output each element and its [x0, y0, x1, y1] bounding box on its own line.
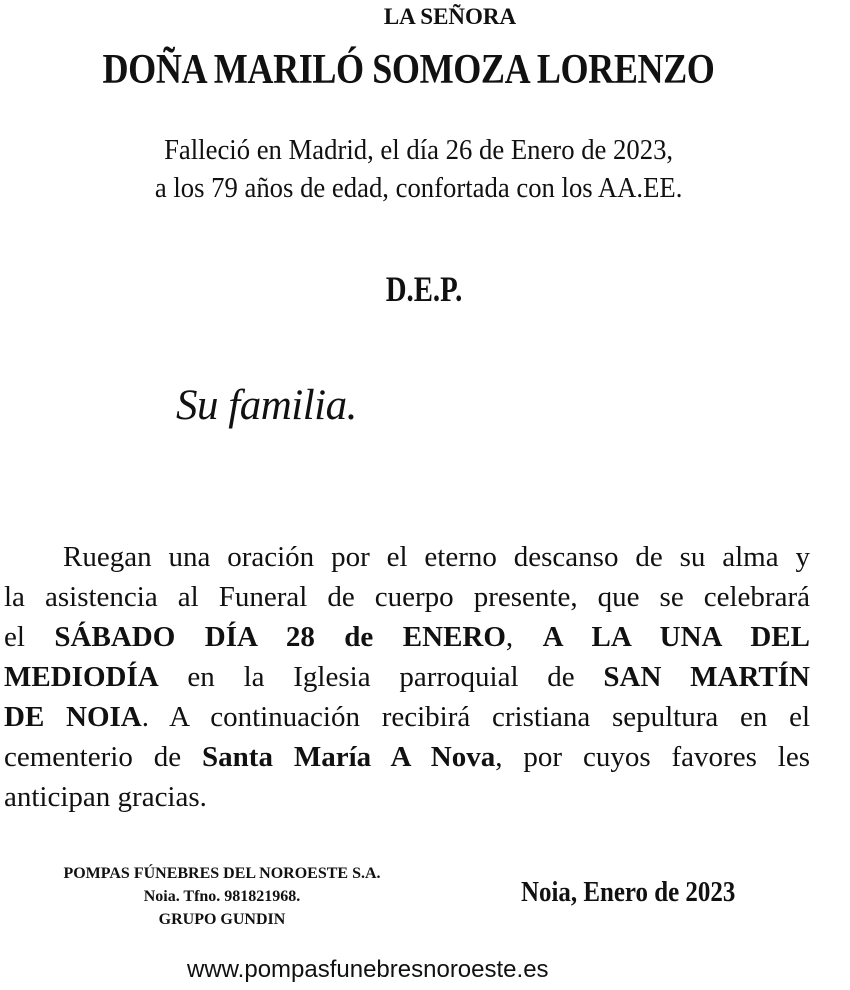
- funeral-home-name: POMPAS FÚNEBRES DEL NOROESTE S.A.: [63, 865, 381, 882]
- announcement-line: [4, 777, 810, 817]
- announcement-line: [4, 617, 810, 657]
- announcement-text: Ruegan una oración por el eterno descanso de su alma y: [63, 541, 810, 573]
- place-and-date: Noia, Enero de 2023: [521, 876, 736, 908]
- cemetery-name: Santa María A Nova: [202, 741, 496, 773]
- funeral-home-contact: Noia. Tfno. 981821968.: [143, 888, 301, 905]
- deceased-name: [0, 46, 817, 94]
- announcement-text: en la Iglesia parroquial de: [158, 661, 604, 693]
- announcement-text: . A continuación recibirá cristiana sepultura en el: [141, 701, 811, 733]
- death-details-line-2: a los 79 años de edad, confortada con los AA.EE.: [154, 172, 683, 204]
- announcement-line: [4, 657, 810, 697]
- church-name: SAN MARTÍN: [603, 661, 810, 693]
- announcement-line: [4, 697, 810, 737]
- announcement-line: [4, 737, 810, 777]
- funeral-home-group: GRUPO GUNDIN: [158, 911, 286, 928]
- announcement-text: cementerio de: [4, 741, 203, 773]
- funeral-home-block: [22, 862, 422, 931]
- family-signature: Su familia.: [176, 382, 357, 429]
- announcement-line: [4, 577, 810, 617]
- funeral-announcement: [4, 537, 810, 817]
- funeral-date: SÁBADO DÍA 28 de ENERO: [54, 621, 506, 653]
- rest-in-peace-text: D.E.P.: [385, 269, 463, 309]
- death-details-line-1: Falleció en Madrid, el día 26 de Enero de 2023,: [164, 134, 674, 166]
- notice-heading: LA SEÑORA: [383, 4, 517, 29]
- announcement-text: ,: [505, 621, 543, 653]
- church-name-cont: DE NOIA: [4, 701, 142, 733]
- announcement-text: anticipan gracias.: [4, 781, 207, 813]
- funeral-time: A LA UNA DEL: [542, 621, 810, 653]
- deceased-name-text: DOÑA MARILÓ SOMOZA LORENZO: [102, 47, 715, 93]
- announcement-text: , por cuyos favores les: [495, 741, 811, 773]
- announcement-line: [4, 537, 810, 577]
- announcement-text: la asistencia al Funeral de cuerpo presente, que se celebrará: [4, 581, 810, 613]
- announcement-text: el: [4, 621, 55, 653]
- website-link[interactable]: www.pompasfunebresnoroeste.es: [187, 956, 549, 983]
- funeral-time-cont: MEDIODÍA: [4, 661, 159, 693]
